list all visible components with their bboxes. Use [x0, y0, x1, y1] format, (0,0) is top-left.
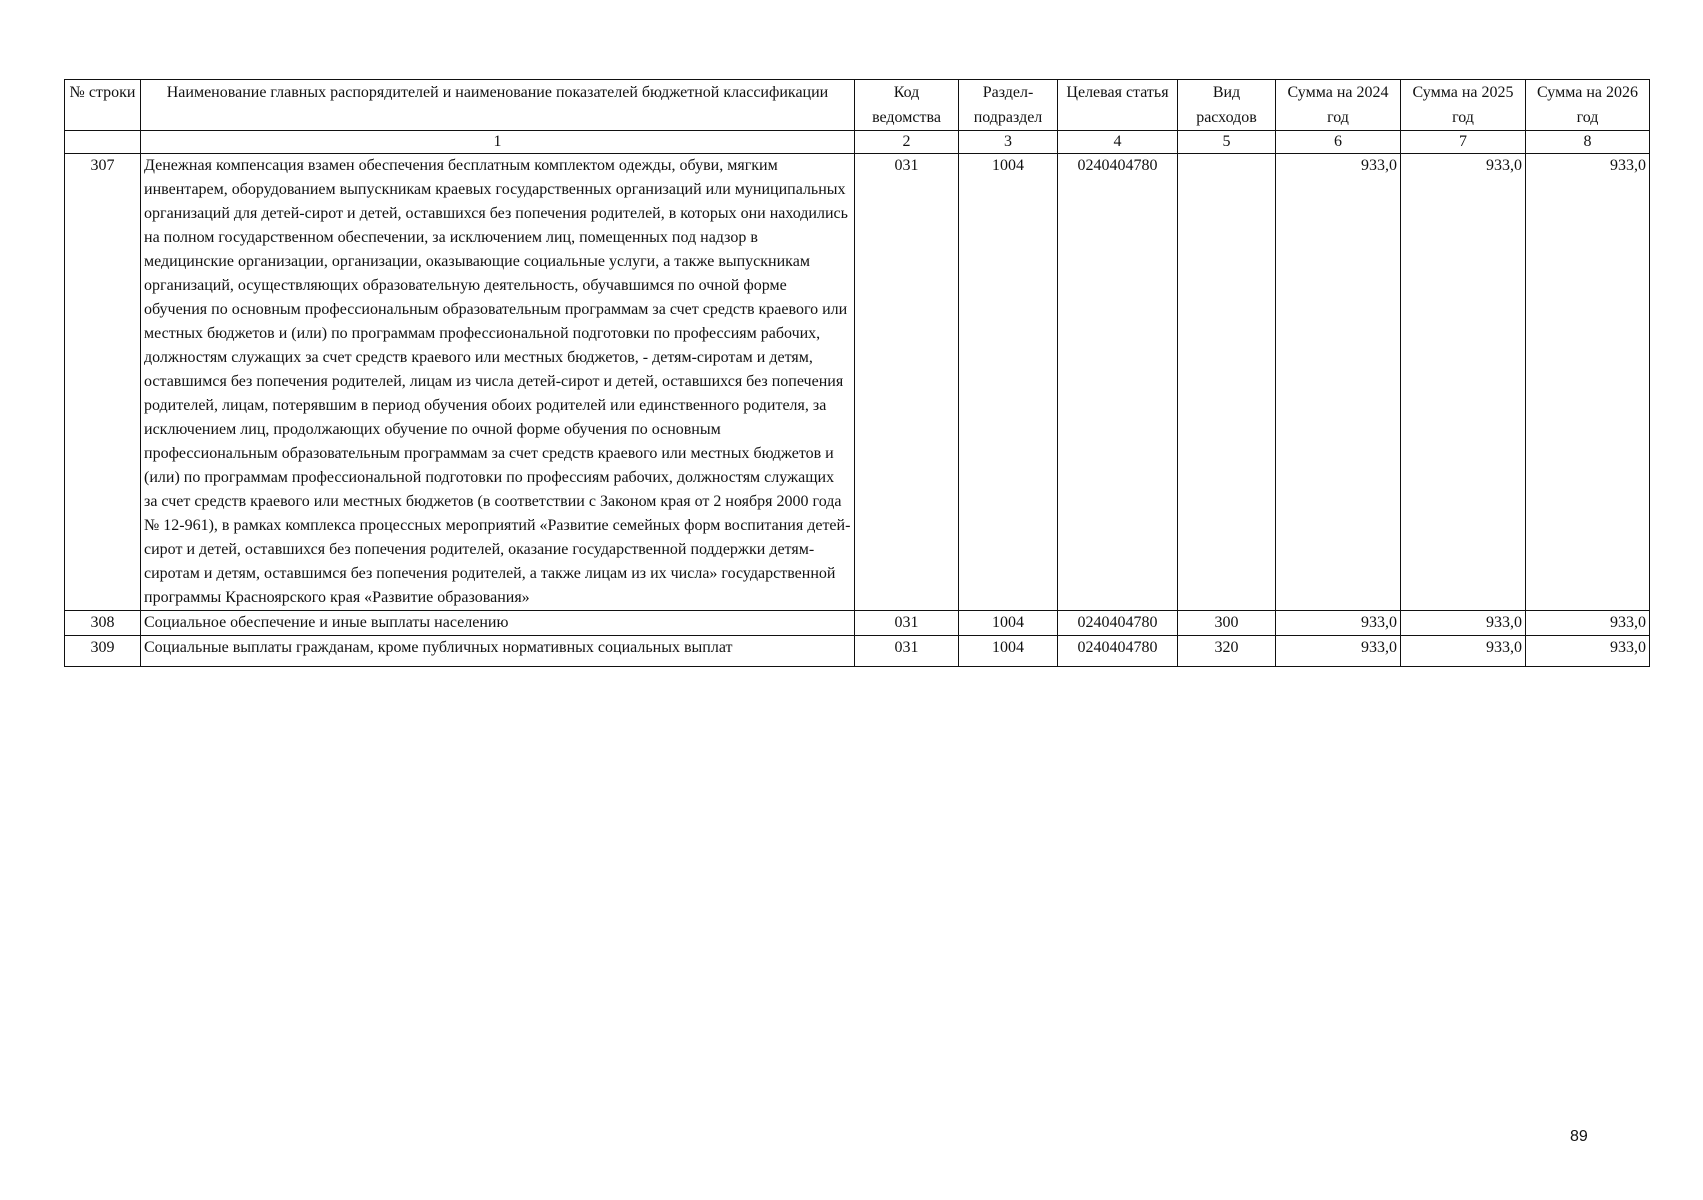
row-dept-code: 031: [855, 636, 959, 667]
header-target: Целевая статья: [1058, 80, 1178, 131]
column-number: 4: [1058, 131, 1178, 154]
row-expense-type: 300: [1178, 611, 1276, 636]
table-row: [65, 611, 1650, 636]
column-number: 6: [1276, 131, 1401, 154]
row-sum-2025: 933,0: [1401, 611, 1526, 636]
column-number: 3: [959, 131, 1058, 154]
header-row-no: № строки: [65, 80, 141, 131]
table-row: [65, 154, 1650, 611]
row-section: 1004: [959, 611, 1058, 636]
table-header-row: [65, 80, 1650, 131]
column-numbers-row: [65, 131, 1650, 154]
column-number: 7: [1401, 131, 1526, 154]
header-expense-type: Вид расходов: [1178, 80, 1276, 131]
row-expense-type: [1178, 154, 1276, 611]
budget-table: [64, 79, 1650, 667]
page-number: 89: [1570, 1128, 1588, 1145]
row-dept-code: 031: [855, 611, 959, 636]
row-number: 307: [65, 154, 141, 611]
budget-sheet: [64, 79, 1649, 667]
column-number: 8: [1526, 131, 1650, 154]
row-name: Социальные выплаты гражданам, кроме публичных нормативных социальных выплат: [141, 636, 855, 667]
row-target: 0240404780: [1058, 611, 1178, 636]
row-sum-2026: 933,0: [1526, 154, 1650, 611]
row-number: 308: [65, 611, 141, 636]
row-name: Социальное обеспечение и иные выплаты населению: [141, 611, 855, 636]
row-number: 309: [65, 636, 141, 667]
row-dept-code: 031: [855, 154, 959, 611]
header-sum-2026: Сумма на 2026 год: [1526, 80, 1650, 131]
table-row: [65, 636, 1650, 667]
column-number: 5: [1178, 131, 1276, 154]
row-sum-2026: 933,0: [1526, 636, 1650, 667]
row-target: 0240404780: [1058, 636, 1178, 667]
header-name: Наименование главных распорядителей и наименование показателей бюджетной классификации: [141, 80, 855, 131]
column-number: 1: [141, 131, 855, 154]
row-expense-type: 320: [1178, 636, 1276, 667]
column-number: 2: [855, 131, 959, 154]
header-sum-2025: Сумма на 2025 год: [1401, 80, 1526, 131]
row-sum-2025: 933,0: [1401, 154, 1526, 611]
row-sum-2025: 933,0: [1401, 636, 1526, 667]
row-sum-2024: 933,0: [1276, 636, 1401, 667]
header-section: Раздел-подраздел: [959, 80, 1058, 131]
header-dept-code: Код ведомства: [855, 80, 959, 131]
row-target: 0240404780: [1058, 154, 1178, 611]
row-section: 1004: [959, 636, 1058, 667]
row-name: Денежная компенсация взамен обеспечения бесплатным комплектом одежды, обуви, мягким инвентарем, оборудованием выпускникам краевых государственных организаций или муниципальных организаций для детей-сирот и детей, оставшихся без попечения родителей, в которых они находились на полном государственном обеспечении, за исключением лиц, помещенных под надзор в медицинские организации, организации, оказывающие социальные услуги, а также выпускникам организаций, осуществляющих образовательную деятельность, обучавшимся по очной форме обучения по основным профессиональным образовательным программам за счет средств краевого или местных бюджетов и (или) по программам профессиональной подготовки по профессиям рабочих, должностям служащих за счет средств краевого или местных бюджетов, - детям-сиротам и детям, оставшимся без попечения родителей, лицам из числа детей-сирот и детей, оставшихся без попечения родителей, лицам, потерявшим в период обучения обоих родителей или единственного родителя, за исключением лиц, продолжающих обучение по очной форме обучения по основным профессиональным образовательным программам за счет средств краевого или местных бюджетов и (или) по программам профессиональной подготовки по профессиям рабочих, должностям служащих за счет средств краевого или местных бюджетов (в соответствии с Законом края от 2 ноября 2000 года № 12-961), в рамках комплекса процессных мероприятий «Развитие семейных форм воспитания детей-сирот и детей, оставшихся без попечения родителей, оказание государственной поддержки детям-сиротам и детям, оставшимся без попечения родителей, а также лицам из их числа» государственной программы Красноярского края «Развитие образования»: [141, 154, 855, 611]
row-sum-2026: 933,0: [1526, 611, 1650, 636]
header-sum-2024: Сумма на 2024 год: [1276, 80, 1401, 131]
row-sum-2024: 933,0: [1276, 611, 1401, 636]
row-section: 1004: [959, 154, 1058, 611]
column-number: [65, 131, 141, 154]
row-sum-2024: 933,0: [1276, 154, 1401, 611]
